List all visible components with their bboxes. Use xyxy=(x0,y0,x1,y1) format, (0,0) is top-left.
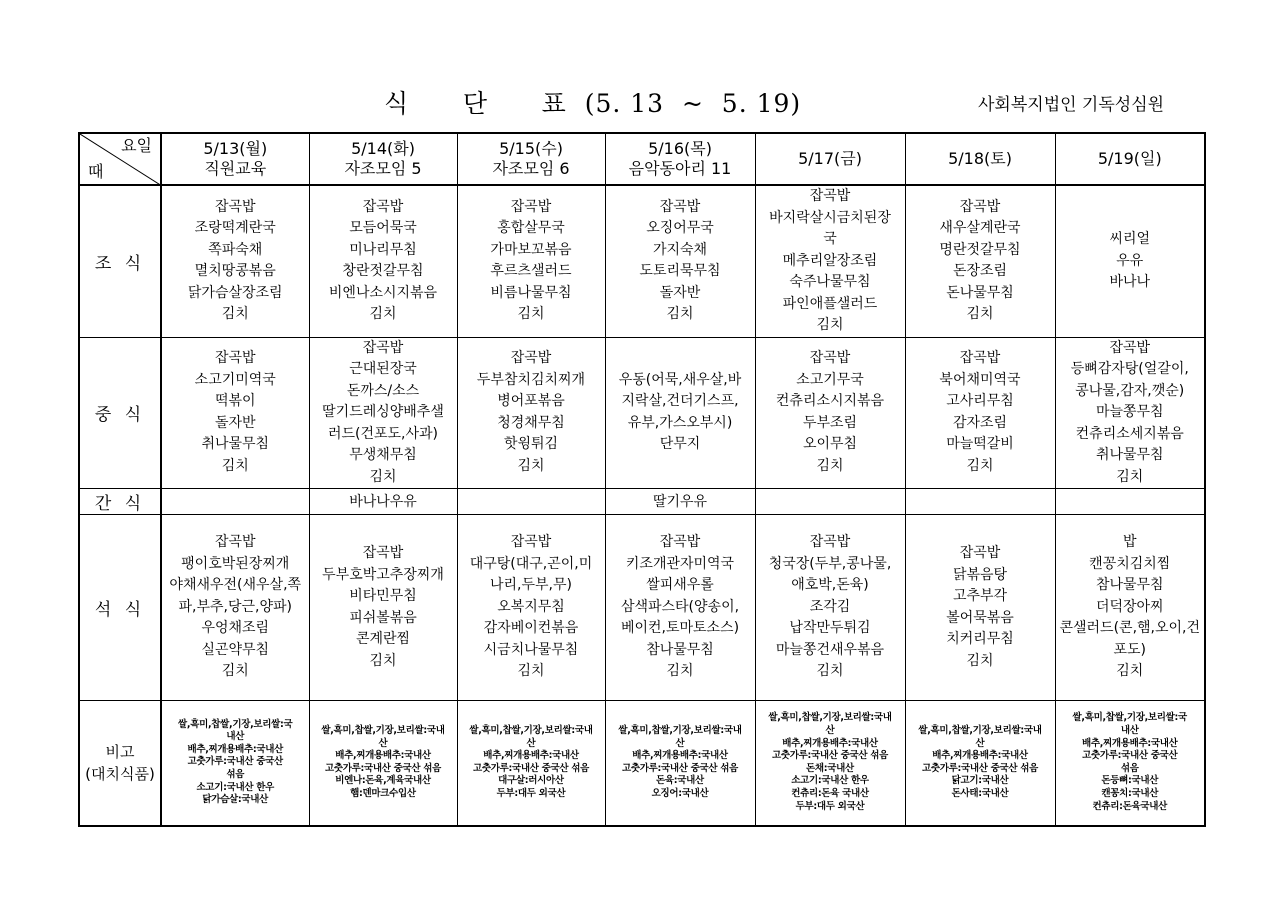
day-header xyxy=(161,133,309,185)
corner-day-label: 요일 xyxy=(121,136,152,155)
dinner-row xyxy=(79,515,1205,701)
snack-cell xyxy=(905,489,1055,515)
snack-cell: 바나나우유 xyxy=(309,489,457,515)
day-event: 직원교육 xyxy=(204,159,267,178)
header-row xyxy=(79,133,1205,185)
meal-plan-table xyxy=(78,132,1206,827)
day-header xyxy=(1055,133,1205,185)
day-date: 5/14(화) xyxy=(351,139,415,158)
origin-note-cell: 쌀,흑미,찹쌀,기장,보리쌀:국내 산 배추,찌개용배추:국내산 고춧가루:국내산 중국산 섞음 대구살:러시아산 두부:대두 외국산 xyxy=(457,701,605,826)
snack-cell xyxy=(755,489,905,515)
menu-cell: 잡곡밥 오징어무국 가지숙채 도토리묵무침 돌자반 김치 xyxy=(605,185,755,337)
day-header xyxy=(755,133,905,185)
day-event: 음악동아리 11 xyxy=(628,159,732,178)
menu-cell: 잡곡밥 모듬어묵국 미나리무침 창란젓갈무침 비엔나소시지볶음 김치 xyxy=(309,185,457,337)
day-header xyxy=(905,133,1055,185)
menu-cell: 씨리얼 우유 바나나 xyxy=(1055,185,1205,337)
snack-cell xyxy=(161,489,309,515)
row-label-lunch: 중 식 xyxy=(79,337,161,489)
day-event: 자조모임 6 xyxy=(492,159,570,178)
origin-note-cell: 쌀,흑미,찹쌀,기장,보리쌀:국 내산 배추,찌개용배추:국내산 고춧가루:국내산 중국산 섞음 소고기:국내산 한우 닭가슴살:국내산 xyxy=(161,701,309,826)
breakfast-row xyxy=(79,185,1205,337)
menu-cell: 잡곡밥 새우살계란국 명란젓갈무침 돈장조림 돈나물무침 김치 xyxy=(905,185,1055,337)
menu-cell: 잡곡밥 조랑떡계란국 쪽파숙채 멸치땅콩볶음 닭가슴살장조림 김치 xyxy=(161,185,309,337)
day-date: 5/13(월) xyxy=(203,139,268,158)
menu-cell: 잡곡밥 두부참치김치찌개 병어포볶음 청경채무침 핫윙튀김 김치 xyxy=(457,337,605,489)
origin-note-cell: 쌀,흑미,찹쌀,기장,보리쌀:국내 산 배추,찌개용배추:국내산 고춧가루:국내산 중국산 섞음 돈채:국내산 소고기:국내산 한우 컨츄리:돈육 국내산 두부:대두 외국산 xyxy=(755,701,905,826)
day-date: 5/17(금) xyxy=(798,149,862,168)
day-header xyxy=(309,133,457,185)
menu-cell: 잡곡밥 홍합살무국 가마보꼬볶음 후르츠샐러드 비름나물무침 김치 xyxy=(457,185,605,337)
menu-cell: 잡곡밥 등뼈감자탕(얼갈이, 콩나물,감자,깻순) 마늘쫑무침 컨츄리소세지볶음 취나물무침 김치 xyxy=(1055,337,1205,489)
snack-cell xyxy=(1055,489,1205,515)
menu-cell: 잡곡밥 두부호박고추장찌개 비타민무침 피쉬볼볶음 콘계란찜 김치 xyxy=(309,515,457,701)
menu-cell: 우동(어묵,새우살,바 지락살,건더기스프, 유부,가스오부시) 단무지 xyxy=(605,337,755,489)
origin-note-cell: 쌀,흑미,찹쌀,기장,보리쌀:국내 산 배추,찌개용배추:국내산 고춧가루:국내산 중국산 섞음 비엔나:돈육,계육국내산 햄:덴마크수입산 xyxy=(309,701,457,826)
page-title: 식 단 표 (5. 13 ~ 5. 19) xyxy=(384,89,802,118)
menu-cell: 잡곡밥 북어채미역국 고사리무침 감자조림 마늘떡갈비 김치 xyxy=(905,337,1055,489)
menu-cell: 잡곡밥 바지락살시금치된장 국 메추리알장조림 숙주나물무침 파인애플샐러드 김치 xyxy=(755,185,905,337)
snack-cell: 딸기우유 xyxy=(605,489,755,515)
menu-cell: 잡곡밥 근대된장국 돈까스/소스 딸기드레싱양배추샐 러드(건포도,사과) 무생채무침 김치 xyxy=(309,337,457,489)
corner-cell xyxy=(79,133,161,185)
day-date: 5/16(목) xyxy=(648,139,712,158)
menu-cell: 잡곡밥 키조개관자미역국 쌀피새우롤 삼색파스타(양송이, 베이컨,토마토소스) 참나물무침 김치 xyxy=(605,515,755,701)
snack-row xyxy=(79,489,1205,515)
origin-note-cell: 쌀,흑미,찹쌀,기장,보리쌀:국내 산 배추,찌개용배추:국내산 고춧가루:국내산 중국산 섞음 돈육:국내산 오징어:국내산 xyxy=(605,701,755,826)
organization-name: 사회복지법인 기독성심원 xyxy=(978,95,1165,115)
lunch-row xyxy=(79,337,1205,489)
menu-cell: 잡곡밥 소고기미역국 떡볶이 돌자반 취나물무침 김치 xyxy=(161,337,309,489)
menu-cell: 잡곡밥 소고기무국 컨츄리소시지볶음 두부조림 오이무침 김치 xyxy=(755,337,905,489)
day-header xyxy=(605,133,755,185)
menu-cell: 잡곡밥 닭볶음탕 고추부각 볼어묵볶음 치커리무침 김치 xyxy=(905,515,1055,701)
menu-cell: 잡곡밥 대구탕(대구,곤이,미 나리,두부,무) 오복지무침 감자베이컨볶음 시금치나물무침 김치 xyxy=(457,515,605,701)
menu-cell: 밥 캔꽁치김치찜 참나물무침 더덕장아찌 콘샐러드(콘,햄,오이,건 포도) 김치 xyxy=(1055,515,1205,701)
corner-meal-label: 때 xyxy=(88,162,104,181)
menu-cell: 잡곡밥 청국장(두부,콩나물, 애호박,돈육) 조각김 납작만두튀김 마늘쫑건새우볶음 김치 xyxy=(755,515,905,701)
row-label-dinner: 석 식 xyxy=(79,515,161,701)
snack-cell xyxy=(457,489,605,515)
menu-cell: 잡곡밥 팽이호박된장찌개 야채새우전(새우살,쪽 파,부추,당근,양파) 우엉채조림 실곤약무침 김치 xyxy=(161,515,309,701)
row-label-notes: 비고 (대치식품) xyxy=(79,701,161,826)
day-event: 자조모임 5 xyxy=(344,159,422,178)
row-label-snack: 간 식 xyxy=(79,489,161,515)
origin-note-cell: 쌀,흑미,찹쌀,기장,보리쌀:국 내산 배추,찌개용배추:국내산 고춧가루:국내산 중국산 섞음 돈등뼈:국내산 캔꽁치:국내산 컨츄리:돈육국내산 xyxy=(1055,701,1205,826)
day-date: 5/18(토) xyxy=(948,149,1012,168)
day-date: 5/15(수) xyxy=(499,139,563,158)
origin-note-cell: 쌀,흑미,찹쌀,기장,보리쌀:국내 산 배추,찌개용배추:국내산 고춧가루:국내산 중국산 섞음 닭고기:국내산 돈사태:국내산 xyxy=(905,701,1055,826)
notes-row xyxy=(79,701,1205,826)
day-date: 5/19(일) xyxy=(1097,149,1162,168)
day-header xyxy=(457,133,605,185)
row-label-breakfast: 조 식 xyxy=(79,185,161,337)
